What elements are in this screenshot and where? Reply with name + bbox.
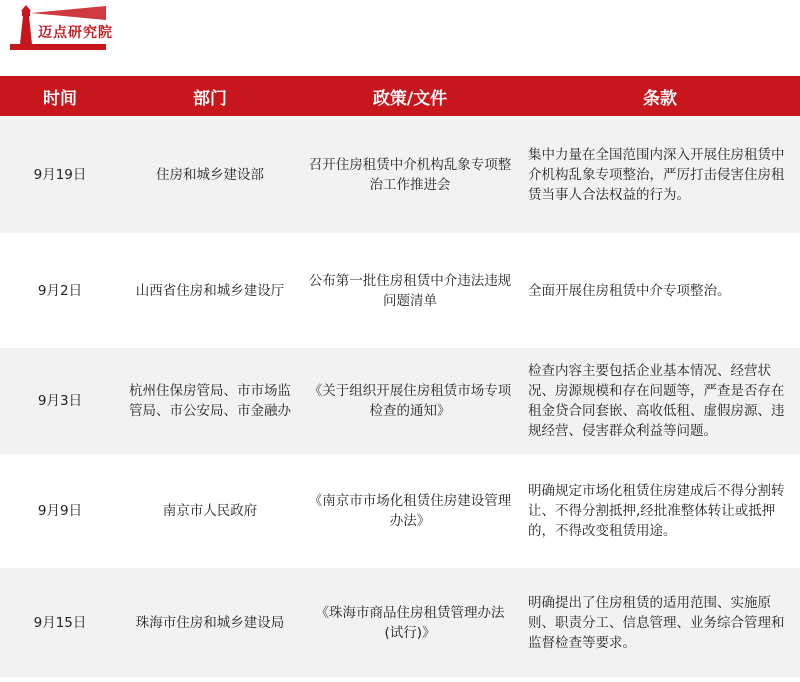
cell-policy: 《珠海市商品住房租赁管理办法(试行)》 <box>315 604 505 641</box>
table-row <box>0 116 800 233</box>
table-row <box>0 348 800 454</box>
brand-name: 迈点研究院 <box>38 25 113 41</box>
cell-clause: 明确规定市场化租赁住房建成后不得分割转让、不得分割抵押,经批准整体转让或抵押的，不得改变租赁用途。 <box>528 483 785 539</box>
cell-department: 珠海市住房和城乡建设局 <box>135 614 285 631</box>
cell-department: 住房和城乡建设部 <box>156 166 264 183</box>
brand-header <box>0 0 800 56</box>
cell-policy: 《南京市市场化租赁住房建设管理办法》 <box>308 493 512 529</box>
cell-clause: 检查内容主要包括企业基本情况、经营状况、房源规模和存在问题等，严查是否存在租金贷合同套嵌、高收低租、虚假房源、违规经营、侵害群众利益等问题。 <box>528 363 785 439</box>
header-department: 部门 <box>193 88 227 109</box>
cell-policy: 《关于组织开展住房租赁市场专项检查的通知》 <box>308 383 512 419</box>
header-clause: 条款 <box>643 88 677 109</box>
cell-clause: 集中力量在全国范围内深入开展住房租赁中介机构乱象专项整治，严厉打击侵害住房租赁当事人合法权益的行为。 <box>528 146 785 203</box>
policy-table <box>0 76 800 677</box>
cell-policy: 召开住房租赁中介机构乱象专项整治工作推进会 <box>308 156 512 193</box>
cell-date: 9月2日 <box>37 282 83 299</box>
cell-policy: 公布第一批住房租赁中介违法违规问题清单 <box>308 272 512 309</box>
table-row <box>0 454 800 568</box>
cell-clause: 明确提出了住房租赁的适用范围、实施原则、职责分工、信息管理、业务综合管理和监督检查等要求。 <box>528 594 785 651</box>
cell-department: 南京市人民政府 <box>162 503 258 519</box>
table-row <box>0 568 800 677</box>
header-date: 时间 <box>43 88 77 109</box>
table-row <box>0 233 800 348</box>
cell-department: 山西省住房和城乡建设厅 <box>135 282 285 299</box>
cell-date: 9月3日 <box>37 393 83 409</box>
cell-date: 9月9日 <box>37 503 83 519</box>
cell-clause: 全面开展住房租赁中介专项整治。 <box>528 282 731 299</box>
header-policy: 政策/文件 <box>372 88 448 109</box>
cell-date: 9月15日 <box>33 614 87 631</box>
table-header-row <box>0 76 800 116</box>
cell-department: 杭州住保房管局、市市场监管局、市公安局、市金融办 <box>129 383 291 419</box>
cell-date: 9月19日 <box>33 166 87 183</box>
